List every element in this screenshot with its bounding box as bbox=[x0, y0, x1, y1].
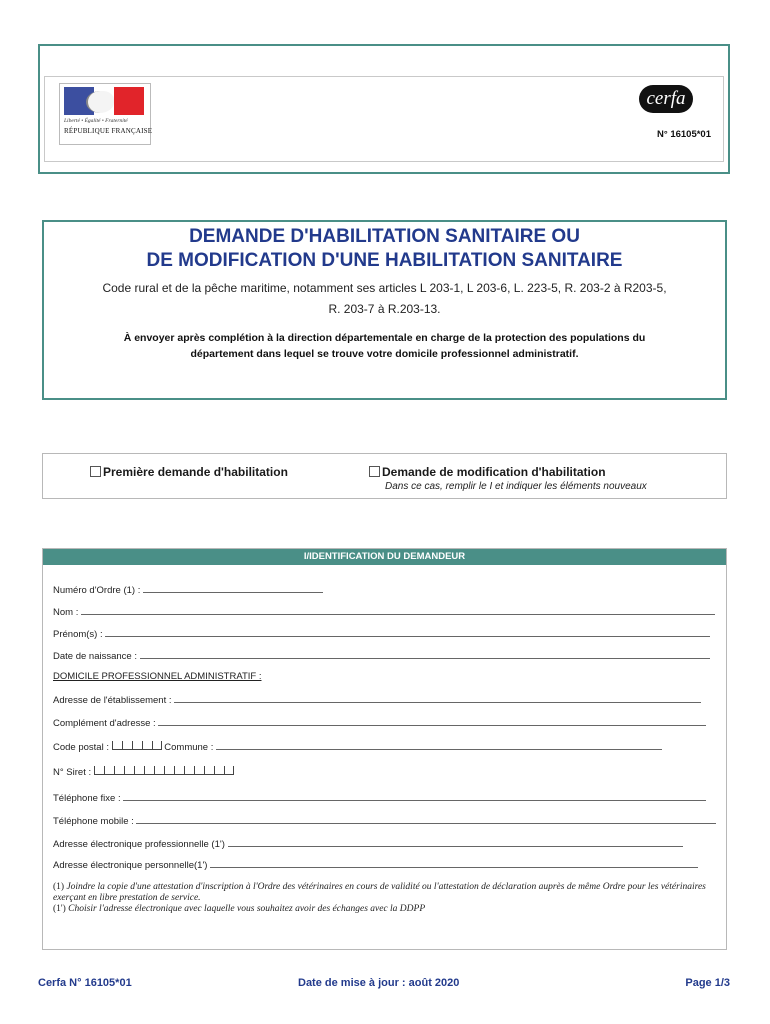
section-header: I/IDENTIFICATION DU DEMANDEUR bbox=[43, 549, 726, 565]
send-instructions: À envoyer après complétion à la direction départementale en charge de la protection des populations du département dans lequel se trouve votre domicile professionnel administratif. bbox=[123, 332, 646, 360]
footer-form-ref: Cerfa N° 16105*01 bbox=[38, 977, 132, 989]
title-box bbox=[42, 220, 727, 400]
nom-field[interactable] bbox=[53, 605, 715, 618]
prenom-field[interactable] bbox=[53, 627, 710, 640]
footnotes bbox=[53, 882, 714, 915]
code-postal-field[interactable] bbox=[53, 740, 662, 753]
domicile-title: DOMICILE PROFESSIONNEL ADMINISTRATIF : bbox=[53, 671, 262, 682]
tel-mobile-field[interactable] bbox=[53, 814, 716, 827]
email-pro-field[interactable] bbox=[53, 837, 683, 850]
first-request-checkbox[interactable] bbox=[90, 466, 101, 477]
complement-field[interactable] bbox=[53, 716, 706, 729]
email-pro-input[interactable] bbox=[228, 837, 683, 847]
header-box bbox=[38, 44, 730, 174]
prenom-input[interactable] bbox=[105, 627, 710, 637]
tel-mobile-input[interactable] bbox=[136, 814, 716, 824]
republique-logo bbox=[59, 83, 151, 145]
complement-label: Complément d'adresse : bbox=[53, 718, 156, 729]
adresse-etab-label: Adresse de l'établissement : bbox=[53, 695, 172, 706]
tel-fixe-field[interactable] bbox=[53, 791, 706, 804]
footnote-2 bbox=[53, 904, 714, 915]
modification-request-option[interactable] bbox=[369, 465, 606, 479]
numero-ordre-input[interactable] bbox=[143, 583, 323, 593]
footnote-1-number: (1) bbox=[53, 882, 65, 892]
legal-reference-1: Code rural et de la pêche maritime, notamment ses articles L 203-1, L 203-6, L. 223-5, R. 203-2 à R203-5, bbox=[102, 281, 667, 295]
form-number: N° 16105*01 bbox=[657, 129, 711, 140]
email-perso-input[interactable] bbox=[210, 858, 698, 868]
republic-name: RÉPUBLIQUE FRANÇAISE bbox=[64, 127, 153, 135]
code-postal-label: Code postal : bbox=[53, 742, 109, 753]
request-type-box bbox=[42, 453, 727, 499]
email-perso-field[interactable] bbox=[53, 858, 698, 871]
date-naissance-field[interactable] bbox=[53, 649, 710, 662]
modification-request-label: Demande de modification d'habilitation bbox=[382, 465, 606, 479]
marianne-flag-icon bbox=[64, 87, 144, 115]
footnote-1 bbox=[53, 882, 714, 904]
adresse-etab-input[interactable] bbox=[174, 693, 701, 703]
title-line-1: DEMANDE D'HABILITATION SANITAIRE OU bbox=[189, 226, 580, 247]
title-line-2: DE MODIFICATION D'UNE HABILITATION SANITAIRE bbox=[146, 250, 623, 271]
siret-label: N° Siret : bbox=[53, 767, 92, 778]
footnote-2-number: (1') bbox=[53, 904, 66, 914]
republic-motto: Liberté • Égalité • Fraternité bbox=[64, 118, 128, 124]
date-naissance-input[interactable] bbox=[140, 649, 710, 659]
header-inner bbox=[44, 76, 724, 162]
first-request-label: Première demande d'habilitation bbox=[103, 465, 288, 479]
code-postal-boxes[interactable] bbox=[112, 741, 162, 753]
tel-mobile-label: Téléphone mobile : bbox=[53, 816, 134, 827]
nom-input[interactable] bbox=[81, 605, 715, 615]
numero-ordre-field[interactable] bbox=[53, 583, 323, 596]
commune-input[interactable] bbox=[216, 740, 662, 750]
numero-ordre-label: Numéro d'Ordre (1) : bbox=[53, 585, 141, 596]
commune-label: Commune : bbox=[164, 742, 214, 753]
footer-page-number: Page 1/3 bbox=[685, 977, 730, 989]
modification-note: Dans ce cas, remplir le I et indiquer les éléments nouveaux bbox=[385, 481, 647, 492]
nom-label: Nom : bbox=[53, 607, 79, 618]
tel-fixe-input[interactable] bbox=[123, 791, 706, 801]
cerfa-logo: cerfa bbox=[639, 85, 693, 113]
siret-boxes[interactable] bbox=[94, 766, 234, 778]
modification-request-checkbox[interactable] bbox=[369, 466, 380, 477]
date-naissance-label: Date de naissance : bbox=[53, 651, 137, 662]
footer-update-date: Date de mise à jour : août 2020 bbox=[298, 977, 460, 989]
email-perso-label: Adresse électronique personnelle(1') bbox=[53, 860, 208, 871]
tel-fixe-label: Téléphone fixe : bbox=[53, 793, 121, 804]
prenom-label: Prénom(s) : bbox=[53, 629, 103, 640]
adresse-etab-field[interactable] bbox=[53, 693, 701, 706]
footnote-1-text: Joindre la copie d'une attestation d'inscription à l'Ordre des vétérinaires en cours de validité ou l'attestation de déclaration auprès de même Ordre pour les vétérinaires exerçant en libre prestation de service. bbox=[53, 882, 706, 903]
identification-section bbox=[42, 548, 727, 950]
legal-reference-2: R. 203-7 à R.203-13. bbox=[328, 302, 441, 316]
siret-field[interactable] bbox=[53, 766, 234, 778]
complement-input[interactable] bbox=[158, 716, 706, 726]
email-pro-label: Adresse électronique professionnelle (1') bbox=[53, 839, 225, 850]
first-request-option[interactable] bbox=[90, 465, 288, 479]
footnote-2-text: Choisir l'adresse électronique avec laquelle vous souhaitez avoir des échanges avec la DDPP bbox=[68, 904, 426, 914]
